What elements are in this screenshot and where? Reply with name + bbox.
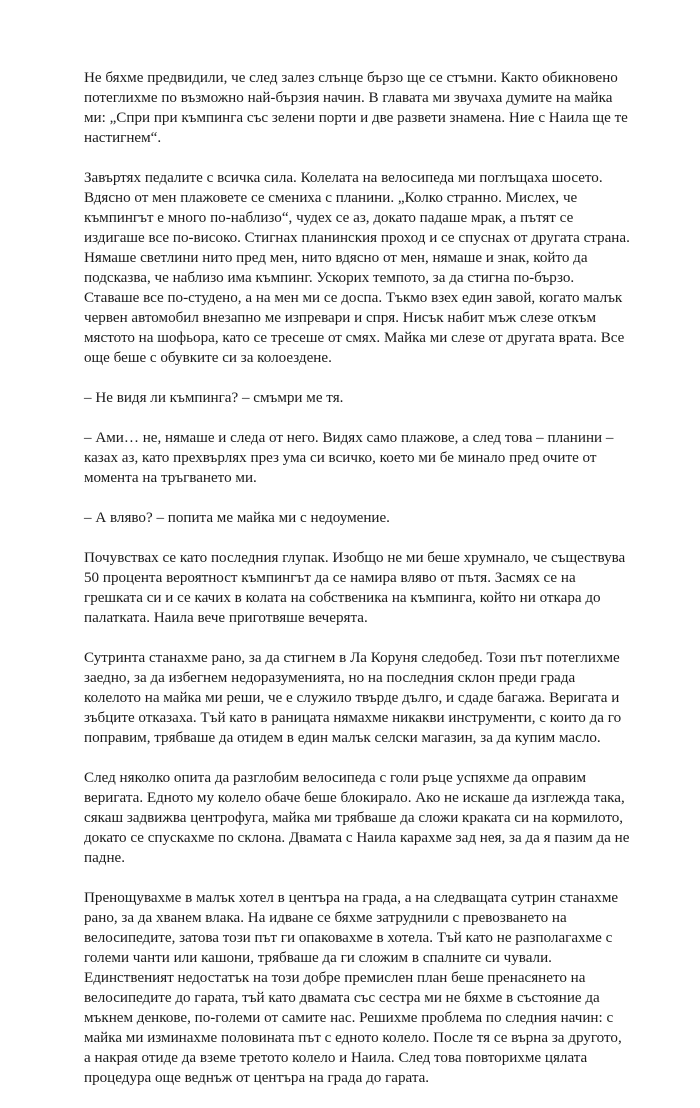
paragraph-1: Не бяхме предвидили, че след залез слънце бързо ще се стъмни. Както обикновено потеглихме по възможно най-бързия начин. В главата ми звучаха думите на майка ми: „Спри при къмпинга със зелени порти и две развети знамена. Ние с Наила ще те настигнем“. [84,70,628,146]
paragraph-6: Почувствах се като последния глупак. Изобщо не ми беше хрумнало, че съществува 50 процента вероятност къмпингът да се намира вляво от пътя. Засмях се на грешката си и се качих в колата на собственика на къмпинга, който ни откара до палатката. Наила вече приготвяше вечерята. [84,550,626,626]
paragraph-8: След няколко опита да разглобим велосипеда с голи ръце успяхме да оправим веригата. Едното му колело обаче беше блокирало. Ако не искаше да изглежда така, сякаш задвижва центрофуга, майка ми трябваше да сложи краката си на кормилото, докато се спускахме по склона. Двамата с Наила карахме зад нея, за да я пазим да не падне. [84,770,630,866]
document-body [84,68,632,1108]
paragraph-7: Сутринта станахме рано, за да стигнем в Ла Коруня следобед. Този път потеглихме заедно, за да избегнем недоразуменията, но на последния склон преди града колелото на майка ми реши, че е служило твърде дълго, и сдаде багажа. Веригата и зъбците отказаха. Тъй като в раницата нямахме никакви инструменти, с които да го поправим, трябваше да отидем в един малък селски магазин, за да купим масло. [84,650,622,746]
paragraph-4: – Ами… не, нямаше и следа от него. Видях само плажове, а след това – планини – казах аз, като прехвърлях през ума си всичко, което ми бе минало пред очите от момента на тръгването ми. [84,430,614,486]
paragraph-5: – А вляво? – попита ме майка ми с недоумение. [84,510,390,526]
paragraph-9: Пренощувахме в малък хотел в центъра на града, а на следващата сутрин станахме рано, за да хванем влака. На идване се бяхме затруднили с превозването на велосипедите, затова този път ги опаковахме в хотела. Тъй като не разполагахме с големи чанти или кашони, трябваше да ги сложим в спалните си чували. Единственият недостатък на този добре премислен план беше пренасянето на велосипедите до гарата, тъй като двамата със сестра ми не бяхме в състояние да мъкнем денкове, по-големи от самите нас. Решихме проблема по следния начин: с майка ми изминахме половината път с едното колело. После тя се върна за другото, а накрая отиде да вземе третото колело и Наила. След това повторихме цялата процедура още веднъж от центъра на града до гарата. [84,890,622,1086]
paragraph-2: Завъртях педалите с всичка сила. Колелата на велосипеда ми поглъщаха шосето. Вдясно от мен плажовете се смениха с планини. „Колко странно. Мислех, че къмпингът е много по-наблизо“, чудех се аз, докато падаше мрак, а пътят се издигаше все по-високо. Стигнах планинския проход и се спуснах от другата страна. Нямаше светлини нито пред мен, нито вдясно от мен, нямаше и знак, който да подсказва, че наблизо има къмпинг. Ускорих темпото, за да стигна по-бързо. Ставаше все по-студено, а на мен ми се доспа. Тъкмо взех един завой, когато малък червен автомобил внезапно ме изпревари и спря. Нисък набит мъж слезе откъм мястото на шофьора, като се тресеше от смях. Майка ми слезе от другата врата. Все още беше с обувките си за колоездене. [84,170,630,366]
paragraph-3: – Не видя ли къмпинга? – смъмри ме тя. [84,390,344,406]
